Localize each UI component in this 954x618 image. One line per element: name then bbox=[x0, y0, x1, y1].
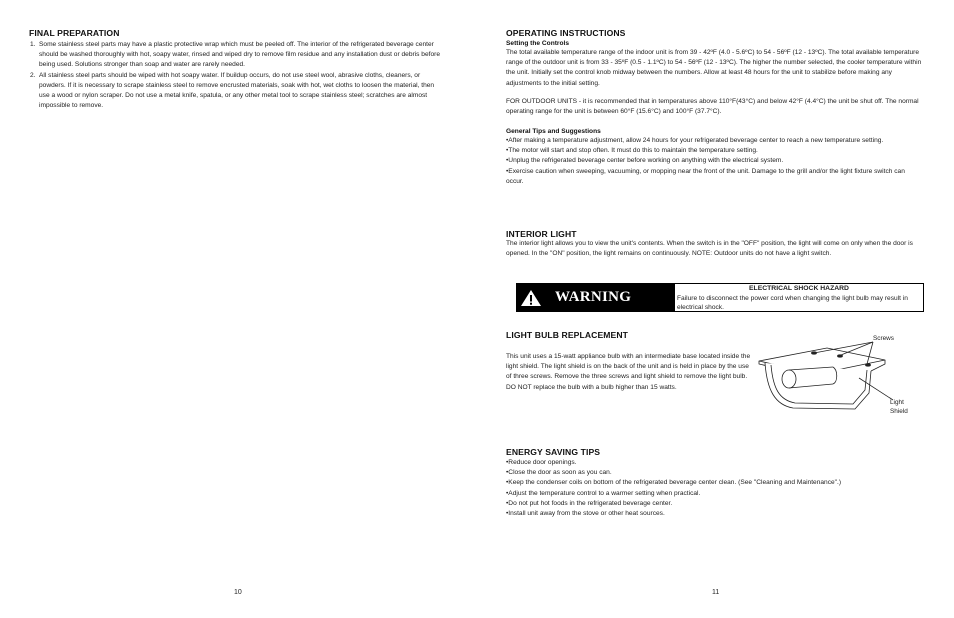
warning-text bbox=[675, 284, 923, 311]
list-item: •Install unit away from the stove or other heat sources. bbox=[506, 510, 665, 518]
list-item-text: Some stainless steel parts may have a plastic protective wrap which must be peeled off. The interior of the refrigerated beverage center should be washed thoroughly with hot, soapy water, rinsed and wiped dry to remove film residue and any installation dust or debris before being used. Solutions stronger than soap and water are rarely needed. bbox=[39, 41, 440, 69]
energy-saving-list bbox=[506, 458, 926, 519]
warning-title: ELECTRICAL SHOCK HAZARD bbox=[749, 285, 849, 292]
operating-instructions-heading: OPERATING INSTRUCTIONS bbox=[506, 28, 626, 38]
list-item: •Do not put hot foods in the refrigerated beverage center. bbox=[506, 499, 673, 507]
list-item: •The motor will start and stop often. It must do this to maintain the temperature setting. bbox=[506, 147, 758, 155]
light-shield-label-line2: Shield bbox=[890, 408, 908, 415]
list-item: •Close the door as soon as you can. bbox=[506, 469, 612, 477]
energy-saving-heading: ENERGY SAVING TIPS bbox=[506, 447, 601, 457]
setting-controls-subheading: Setting the Controls bbox=[506, 40, 570, 47]
setting-controls-text: The total available temperature range of the indoor unit is from 39 - 42ºF (4.0 - 5.6ºC) to 54 - 56ºF (12 - 13ºC). The total available temperature range of the outdoor unit is from 33 - 35ºF (0.5 - 1.1ºC) to 54 - 56ºF (12 - 13ºC). The higher the number selected, the cooler temperature within the unit. Initially set the control knob midway between the numbers. Allow at least 48 hours for the unit to stabilize before making any adjustments to the initial setting. bbox=[506, 49, 922, 87]
page-number: 10 bbox=[234, 589, 242, 596]
final-preparation-list bbox=[29, 40, 445, 111]
list-item-text: All stainless steel parts should be wiped with hot soapy water. If buildup occurs, do not use steel wool, abrasive cloths, cleaners, or powders. If it is necessary to scrape stainless steel to remove encrusted materials, soak with hot, wet cloths to loosen the material, then use a wood or nylon scraper. Do not use a metal knife, spatula, or any other metal tool to scrape stainless steel; scratches are almost impossible to remove. bbox=[39, 71, 435, 110]
general-tips-list bbox=[506, 136, 918, 187]
warning-banner bbox=[517, 284, 675, 311]
warning-label: WARNING bbox=[555, 289, 632, 305]
light-shield-label-line1: Light bbox=[890, 399, 904, 406]
list-item: •Adjust the temperature control to a warmer setting when practical. bbox=[506, 489, 701, 497]
list-item: •Keep the condenser coils on bottom of the refrigerated beverage center clean. (See "Cleaning and Maintenance".) bbox=[506, 479, 842, 487]
outdoor-units-text: FOR OUTDOOR UNITS - it is recommended that in temperatures above 110°F(43°C) and below 42°F (4.4°C) the unit be shut off. The normal operating range for the unit is between 60°F (15.6°C) and 100°F (37.7°C). bbox=[506, 98, 919, 116]
list-item: •Exercise caution when sweeping, vacuuming, or mopping near the front of the unit. Damage to the grill and/or the light fixture switch can occur. bbox=[506, 167, 905, 185]
light-shield-figure bbox=[755, 330, 925, 425]
interior-light-text: The interior light allows you to view the unit's contents. When the switch is in the "OFF" position, the light will come on only when the door is opened. In the "ON" position, the light remains on continuously. NOTE: Outdoor units do not have a light switch. bbox=[506, 240, 913, 258]
light-bulb-replacement-heading: LIGHT BULB REPLACEMENT bbox=[506, 330, 629, 340]
screws-label: Screws bbox=[873, 335, 894, 342]
general-tips-subheading: General Tips and Suggestions bbox=[506, 128, 601, 135]
interior-light-heading: INTERIOR LIGHT bbox=[506, 229, 577, 239]
list-item: 2. All stainless steel parts should be wiped with hot soapy water. If buildup occurs, do not use steel wool, abrasive cloths, cleaners, or powders. If it is necessary to scrape stainless steel to remove encrusted materials, soak with hot, wet cloths to loosen the material, then use a wood or nylon scraper. Do not use a metal knife, spatula, or any other metal tool to scrape stainless steel; scratches are almost impossible to remove. bbox=[30, 71, 435, 110]
list-item: •Reduce door openings. bbox=[506, 459, 577, 466]
list-item: 1. Some stainless steel parts may have a plastic protective wrap which must be peeled off. The interior of the refrigerated beverage center should be washed thoroughly with hot, soapy water, rinsed and wiped dry to remove film residue and any installation dust or debris before being used. Solutions stronger than soap and water are rarely needed. bbox=[30, 41, 440, 69]
warning-box bbox=[516, 283, 924, 312]
list-item: •After making a temperature adjustment, allow 24 hours for your refrigerated beverage center to reach a new temperature setting. bbox=[506, 137, 884, 144]
warning-triangle-icon bbox=[517, 289, 545, 307]
list-item: •Unplug the refrigerated beverage center before working on anything with the electrical system. bbox=[506, 157, 784, 165]
final-preparation-heading: FINAL PREPARATION bbox=[29, 28, 120, 38]
page-number: 11 bbox=[712, 589, 720, 596]
light-bulb-replacement-text: This unit uses a 15-watt appliance bulb with an intermediate base located inside the light shield. The light shield is on the back of the unit and is held in place by the use of three screws. Remove the three screws and light shield to remove the light bulb. DO NOT replace the bulb with a bulb higher than 15 watts. bbox=[506, 353, 751, 391]
warning-body: Failure to disconnect the power cord when changing the light bulb may result in electrical shock. bbox=[677, 294, 908, 311]
